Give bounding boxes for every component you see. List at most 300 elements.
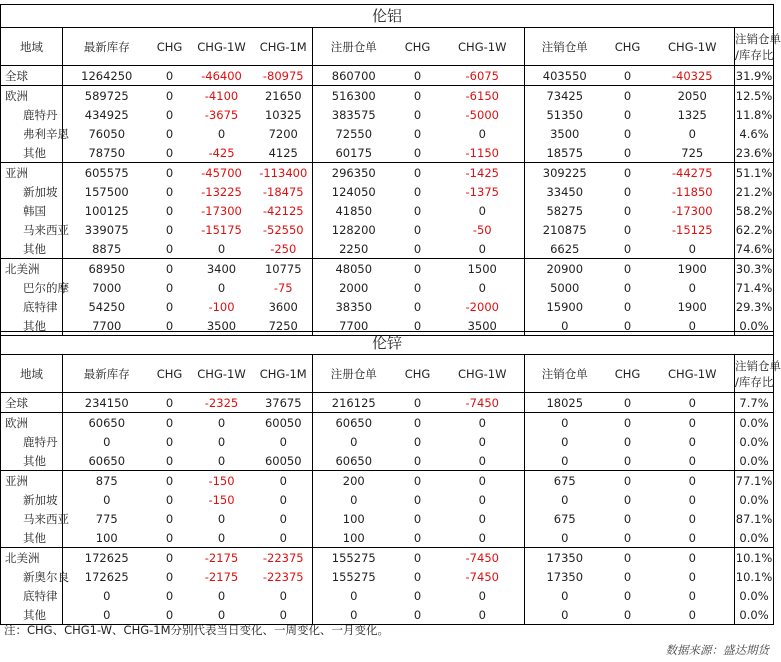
- table-cell: 675: [525, 471, 605, 491]
- table-cell: 0.0%: [735, 490, 774, 509]
- table-cell: 10325: [264, 107, 302, 122]
- table-cell: 0: [623, 569, 632, 584]
- column-header: 注册仓单: [313, 28, 395, 66]
- column-header: CHG-1M: [255, 28, 313, 66]
- table-cell: 403550: [525, 66, 605, 86]
- table-cell: 0: [217, 511, 226, 526]
- table-cell: 6625: [525, 239, 605, 259]
- region-label: 北美洲: [1, 259, 63, 279]
- table-cell: 58.2%: [735, 201, 774, 220]
- table-cell: 0: [623, 203, 632, 218]
- table-cell: 0: [651, 548, 735, 568]
- table-cell: 3500: [525, 124, 605, 143]
- table-cell: 0: [478, 511, 486, 526]
- table-cell: 72550: [313, 124, 395, 143]
- table-cell: 0: [395, 316, 441, 336]
- footnote: 注：CHG、CHG1-W、CHG-1M分别代表当日变化、一周变化、一月变化。: [4, 623, 390, 637]
- table-cell: 0: [413, 222, 422, 237]
- table-cell: -7450: [465, 395, 499, 410]
- table-cell: 7700: [313, 316, 395, 336]
- table-cell: 860700: [313, 66, 395, 86]
- table-cell: 0: [313, 605, 395, 625]
- table-cell: 0: [165, 126, 174, 141]
- table-cell: -45700: [189, 163, 255, 183]
- table-cell: 0: [165, 107, 174, 122]
- region-row: [1, 163, 774, 183]
- region-row: [1, 413, 774, 433]
- table-cell: 0: [525, 413, 605, 433]
- table-cell: 58275: [525, 201, 605, 220]
- table-cell: 0: [63, 432, 151, 451]
- table-cell: 0: [688, 395, 696, 410]
- table-cell: 0: [623, 511, 632, 526]
- table-cell: 0: [688, 492, 696, 507]
- table-cell: 15900: [525, 297, 605, 316]
- table-cell: 1325: [677, 107, 707, 122]
- table-cell: 0: [165, 530, 174, 545]
- table-cell: 2250: [313, 239, 395, 259]
- region-label: 全球: [1, 393, 63, 413]
- table-cell: -4100: [189, 86, 255, 106]
- table-cell: 1500: [441, 259, 525, 279]
- table-cell: 0: [605, 605, 651, 625]
- table-cell: 0: [189, 413, 255, 433]
- table-cell: 0: [151, 605, 189, 625]
- table-cell: 77.1%: [735, 471, 774, 491]
- table-cell: 0: [165, 434, 174, 449]
- table-cell: 87.1%: [735, 509, 774, 528]
- table-cell: 0: [217, 241, 226, 256]
- table-row: [1, 220, 774, 239]
- table-cell: 0: [165, 68, 174, 83]
- table-cell: -52550: [262, 222, 304, 237]
- table-cell: 1264250: [63, 66, 151, 86]
- table-cell: -18475: [262, 184, 304, 199]
- table-cell: 10.1%: [735, 567, 774, 586]
- table-cell: 1900: [677, 299, 707, 314]
- table-cell: 3500: [441, 316, 525, 336]
- table-row: [1, 451, 774, 471]
- table-cell: 0: [441, 605, 525, 625]
- table-cell: 0.0%: [735, 528, 774, 548]
- location-label: 韩国: [1, 201, 63, 220]
- table-cell: 0: [605, 86, 651, 106]
- table-cell: 0.0%: [735, 451, 774, 471]
- location-label: 鹿特丹: [1, 105, 63, 124]
- table-cell: 0: [279, 434, 287, 449]
- table-cell: 875: [63, 471, 151, 491]
- table-cell: 0.0%: [735, 605, 774, 625]
- table-cell: 0: [165, 184, 174, 199]
- table-cell: -113400: [255, 163, 313, 183]
- table-cell: 31.9%: [735, 66, 774, 86]
- column-header: 最新库存: [63, 355, 151, 393]
- table-cell: 0: [688, 280, 696, 295]
- table-cell: 71.4%: [735, 278, 774, 297]
- column-header: CHG-1W: [441, 28, 525, 66]
- table-cell: -150: [189, 471, 255, 491]
- location-label: 其他: [1, 316, 63, 336]
- table-cell: 516300: [313, 86, 395, 106]
- location-label: 其他: [1, 528, 63, 548]
- table-cell: 78750: [63, 143, 151, 163]
- table-cell: 0: [395, 605, 441, 625]
- table-cell: 0: [623, 453, 632, 468]
- table-cell: 0: [165, 453, 174, 468]
- table-row: [1, 105, 774, 124]
- table-cell: 0: [623, 241, 632, 256]
- table-cell: 155275: [313, 548, 395, 568]
- column-header-line: /库存比: [735, 374, 774, 389]
- table-cell: 0: [413, 569, 422, 584]
- table-cell: 0: [413, 184, 422, 199]
- table-cell: 4125: [268, 145, 298, 160]
- table-cell: 3600: [268, 299, 298, 314]
- column-header-line: 注销仓单: [735, 31, 781, 46]
- table-cell: 100: [313, 528, 395, 548]
- table-cell: 0: [395, 86, 441, 106]
- table-cell: 2050: [651, 86, 735, 106]
- table-row: [1, 509, 774, 528]
- table-cell: 0: [623, 126, 632, 141]
- table-cell: 0: [623, 184, 632, 199]
- table-cell: -15125: [671, 222, 713, 237]
- table-row: [1, 201, 774, 220]
- table-cell: 0: [413, 299, 422, 314]
- table-cell: 0: [525, 605, 605, 625]
- region-label: 亚洲: [1, 163, 63, 183]
- table-cell: 3500: [189, 316, 255, 336]
- table-cell: 0: [688, 453, 696, 468]
- table-cell: 0: [441, 471, 525, 491]
- table-row: [1, 586, 774, 605]
- table-cell: 18025: [525, 393, 605, 413]
- table-cell: 8875: [63, 239, 151, 259]
- table-cell: 0: [623, 588, 632, 603]
- table-cell: 0: [395, 259, 441, 279]
- table-cell: 0.0%: [735, 316, 774, 336]
- table-cell: 37675: [264, 395, 302, 410]
- column-header: 地域: [1, 28, 63, 66]
- column-header: [735, 28, 781, 66]
- table-cell: 60650: [63, 413, 151, 433]
- column-header: CHG-1W: [189, 355, 255, 393]
- table-cell: 33450: [525, 182, 605, 201]
- table-cell: 62.2%: [735, 220, 774, 239]
- table-cell: -22375: [255, 548, 313, 568]
- table-cell: 296350: [313, 163, 395, 183]
- table-cell: 17350: [525, 567, 605, 586]
- location-label: 其他: [1, 605, 63, 625]
- table-cell: -250: [270, 241, 297, 256]
- table-cell: 157500: [63, 182, 151, 201]
- table-cell: 0: [688, 588, 696, 603]
- region-row: [1, 471, 774, 491]
- table-cell: 0: [688, 241, 696, 256]
- table-cell: -44275: [651, 163, 735, 183]
- table-cell: 38350: [313, 297, 395, 316]
- table-cell: 309225: [525, 163, 605, 183]
- table-cell: 3400: [189, 259, 255, 279]
- table-cell: 0: [217, 453, 226, 468]
- table-cell: 7250: [255, 316, 313, 336]
- table-cell: 216125: [313, 393, 395, 413]
- table-cell: 0: [217, 588, 226, 603]
- table-cell: -7450: [465, 569, 499, 584]
- table-cell: 0: [413, 434, 422, 449]
- table-cell: 0: [688, 434, 696, 449]
- table-cell: -7450: [441, 548, 525, 568]
- table-cell: 0: [688, 126, 696, 141]
- table-cell: 0: [255, 605, 313, 625]
- table-row: [1, 297, 774, 316]
- column-header: CHG: [605, 28, 651, 66]
- table-title-row: [1, 5, 774, 28]
- table-cell: -1375: [465, 184, 499, 199]
- table-row: [1, 143, 774, 163]
- table-cell: 7.7%: [735, 393, 774, 413]
- table-row: [1, 124, 774, 143]
- table-cell: 60175: [313, 143, 395, 163]
- table-cell: -100: [208, 299, 235, 314]
- table-cell: 0: [651, 316, 735, 336]
- column-header: CHG: [395, 28, 441, 66]
- table-cell: 0: [165, 241, 174, 256]
- table-cell: -15175: [201, 222, 242, 237]
- table-cell: 589725: [63, 86, 151, 106]
- table-cell: -46400: [201, 68, 242, 83]
- table-cell: -1425: [441, 163, 525, 183]
- table-cell: 0: [165, 569, 174, 584]
- region-row: [1, 86, 774, 106]
- table-cell: 0: [313, 432, 395, 451]
- column-header: CHG-1W: [651, 28, 735, 66]
- column-header: CHG: [151, 355, 189, 393]
- table-cell: 0: [63, 605, 151, 625]
- table-cell: 29.3%: [735, 297, 774, 316]
- table-cell: 0: [478, 203, 486, 218]
- table-cell: 200: [313, 471, 395, 491]
- table-cell: 0: [165, 145, 174, 160]
- table-cell: 155275: [313, 567, 395, 586]
- table-cell: 7700: [63, 316, 151, 336]
- table-cell: 60650: [313, 413, 395, 433]
- table-cell: 73425: [525, 86, 605, 106]
- header-row: [1, 28, 774, 66]
- column-header: 注销仓单: [525, 28, 605, 66]
- table-cell: -2325: [204, 395, 239, 410]
- table-cell: 0: [478, 434, 486, 449]
- table-cell: 434925: [63, 105, 151, 124]
- column-header: 最新库存: [63, 28, 151, 66]
- table-cell: 0: [478, 492, 486, 507]
- table-cell: 0: [478, 126, 486, 141]
- table-cell: 0: [478, 453, 486, 468]
- table-cell: 76050: [63, 124, 151, 143]
- table-cell: 0: [217, 280, 226, 295]
- table-cell: -11850: [671, 184, 713, 199]
- table-cell: 68950: [63, 259, 151, 279]
- table-cell: 0: [525, 586, 605, 605]
- table-cell: 0: [441, 413, 525, 433]
- table-cell: -1150: [465, 145, 499, 160]
- table-cell: 0: [478, 280, 486, 295]
- table-cell: 0: [165, 511, 174, 526]
- table-cell: 1900: [651, 259, 735, 279]
- table-cell: 48050: [313, 259, 395, 279]
- table-cell: 0: [217, 126, 226, 141]
- table-cell: 675: [525, 509, 605, 528]
- table-cell: -6150: [441, 86, 525, 106]
- table-cell: 0: [623, 145, 632, 160]
- table-cell: 0: [651, 471, 735, 491]
- table-cell: -425: [208, 145, 235, 160]
- table-cell: 0: [165, 203, 174, 218]
- location-label: 新加坡: [1, 182, 63, 201]
- table-cell: 0: [413, 203, 422, 218]
- table-cell: 0: [413, 68, 422, 83]
- table-cell: 0.0%: [735, 413, 774, 433]
- table-cell: 0: [165, 222, 174, 237]
- location-label: 其他: [1, 451, 63, 471]
- table-cell: 0: [688, 569, 696, 584]
- region-label: 全球: [1, 66, 63, 86]
- table-cell: 7200: [268, 126, 298, 141]
- table-cell: 12.5%: [735, 86, 774, 106]
- region-row: [1, 66, 774, 86]
- table-cell: 0: [165, 280, 174, 295]
- table-cell: 100: [313, 509, 395, 528]
- table-cell: 0: [623, 222, 632, 237]
- table-cell: -6075: [465, 68, 499, 83]
- table-cell: 0: [279, 492, 287, 507]
- table-cell: 172625: [63, 548, 151, 568]
- table-cell: -2175: [189, 548, 255, 568]
- table-cell: 124050: [313, 182, 395, 201]
- table-cell: 0: [623, 280, 632, 295]
- table-cell: 51350: [525, 105, 605, 124]
- table-cell: 0: [525, 528, 605, 548]
- location-label: 马来西亚: [1, 220, 63, 239]
- table-cell: 11.8%: [735, 105, 774, 124]
- location-label: 巴尔的摩: [1, 278, 63, 297]
- table-cell: 20900: [525, 259, 605, 279]
- table-cell: -75: [273, 280, 293, 295]
- table-cell: 0: [395, 471, 441, 491]
- column-header: 注册仓单: [313, 355, 395, 393]
- region-label: 北美洲: [1, 548, 63, 568]
- table-title-row: [1, 332, 774, 355]
- table-cell: 0: [151, 259, 189, 279]
- table-cell: 0: [151, 86, 189, 106]
- column-header: CHG-1W: [441, 355, 525, 393]
- table-cell: 0: [413, 588, 422, 603]
- table-cell: 18575: [525, 143, 605, 163]
- table-row: [1, 567, 774, 586]
- table-cell: 0: [478, 241, 486, 256]
- table-cell: 0: [413, 280, 422, 295]
- table-cell: 0: [165, 492, 174, 507]
- table-cell: 210875: [525, 220, 605, 239]
- table-cell: 725: [681, 145, 704, 160]
- table-cell: -13225: [201, 184, 242, 199]
- table-cell: 0: [413, 492, 422, 507]
- table-cell: 54250: [63, 297, 151, 316]
- table-cell: 0: [395, 163, 441, 183]
- table-cell: 10775: [255, 259, 313, 279]
- table-cell: 339075: [63, 220, 151, 239]
- table-cell: 0: [651, 605, 735, 625]
- column-header: 注销仓单: [525, 355, 605, 393]
- column-header-line: 注销仓单: [735, 358, 781, 373]
- table-cell: 0: [413, 241, 422, 256]
- table-cell: 0: [413, 511, 422, 526]
- table-cell: 0: [395, 548, 441, 568]
- zinc-inventory-table: [0, 331, 781, 625]
- table-cell: 775: [63, 509, 151, 528]
- table-cell: 0: [525, 451, 605, 471]
- location-label: 其他: [1, 143, 63, 163]
- region-label: 欧洲: [1, 413, 63, 433]
- column-header: CHG: [151, 28, 189, 66]
- table-cell: 60050: [255, 413, 313, 433]
- table-row: [1, 182, 774, 201]
- column-header: 地域: [1, 355, 63, 393]
- table-cell: -3675: [204, 107, 239, 122]
- table-cell: 0: [623, 395, 632, 410]
- table-cell: 605575: [63, 163, 151, 183]
- table-cell: 0: [165, 588, 174, 603]
- location-label: 其他: [1, 239, 63, 259]
- table-cell: 100: [63, 528, 151, 548]
- table-cell: 60050: [264, 453, 302, 468]
- location-label: 弗利辛恩: [1, 124, 63, 143]
- table-cell: 4.6%: [735, 124, 774, 143]
- table-cell: 0: [525, 432, 605, 451]
- table-cell: 383575: [313, 105, 395, 124]
- table-cell: 0: [279, 511, 287, 526]
- table-cell: 0: [313, 586, 395, 605]
- column-header: CHG-1M: [255, 355, 313, 393]
- table-cell: 0: [189, 605, 255, 625]
- table-cell: 0: [478, 588, 486, 603]
- table-cell: 0: [151, 548, 189, 568]
- table-row: [1, 278, 774, 297]
- location-label: 底特律: [1, 297, 63, 316]
- table-cell: 0: [151, 471, 189, 491]
- column-header: [735, 355, 781, 393]
- table-cell: 0: [605, 259, 651, 279]
- location-label: 底特律: [1, 586, 63, 605]
- table-row: [1, 432, 774, 451]
- column-header-line: /库存比: [735, 47, 774, 62]
- column-header: CHG: [605, 355, 651, 393]
- table-cell: 0: [313, 490, 395, 509]
- table-cell: 0: [395, 413, 441, 433]
- table-cell: 0: [217, 434, 226, 449]
- table-cell: 0: [413, 530, 422, 545]
- column-header: CHG-1W: [189, 28, 255, 66]
- table-cell: 0: [413, 395, 422, 410]
- region-row: [1, 548, 774, 568]
- table-row: [1, 239, 774, 259]
- table-cell: 0: [605, 163, 651, 183]
- table-cell: 74.6%: [735, 239, 774, 259]
- table-cell: 100125: [63, 201, 151, 220]
- table-row: [1, 490, 774, 509]
- table-cell: 0: [151, 413, 189, 433]
- table-cell: 0: [525, 490, 605, 509]
